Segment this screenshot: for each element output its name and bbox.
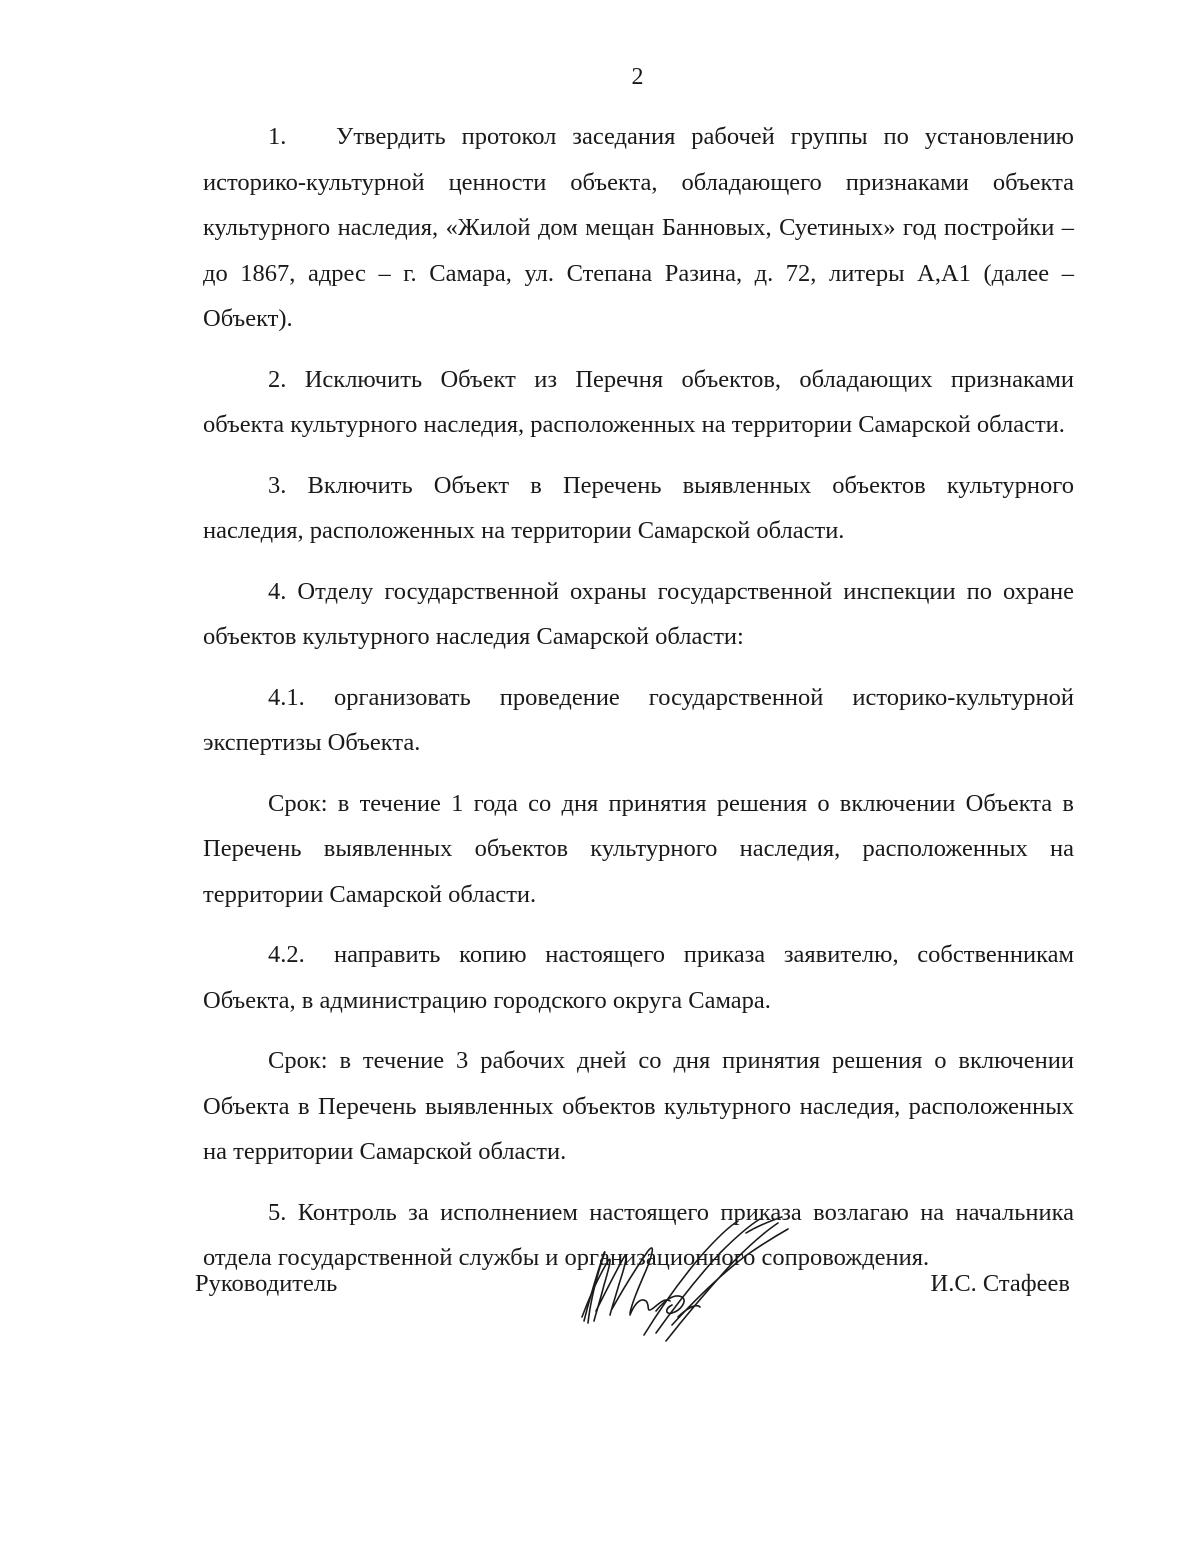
paragraph-text: направить копию настоящего приказа заявителю, собственникам Объекта, в администрацию городского округа Самара. [203,941,1074,1014]
paragraph-4-2 [203,932,1074,1023]
paragraph-2: 2. Исключить Объект из Перечня объектов, обладающих признаками объекта культурного наследия, расположенных на территории Самарской области. [203,365,1074,438]
paragraph-4-1 [203,675,1074,766]
paragraph-3: 3. Включить Объект в Перечень выявленных объектов культурного наследия, расположенных на территории Самарской области. [203,471,1074,544]
paragraph-4: 4. Отделу государственной охраны государственной инспекции по охране объектов культурного наследия Самарской области: [203,577,1074,650]
signatory-position: Руководитель [195,1270,338,1297]
signatory-name: И.С. Стафеев [930,1270,1070,1297]
paragraph-deadline-2: Срок: в течение 3 рабочих дней со дня принятия решения о включении Объекта в Перечень выявленных объектов культурного наследия, расположенных на территории Самарской области. [203,1047,1074,1165]
paragraph-5: 5. Контроль за исполнением настоящего приказа возлагаю на начальника отдела государственной службы и организационного сопровождения. [203,1198,1074,1271]
paragraph-text: Утвердить протокол заседания рабочей группы по установлению историко-культурной ценности объекта, обладающего признаками объекта культурного наследия, «Жилой дом мещан Банновых, Суетиных» год постройки – до 1867, адрес – г. Самара, ул. Степана Разина, д. 72, литеры А,А1 (далее – Объект). [203,123,1074,332]
paragraph-number: 1. [268,123,287,150]
paragraph-text: организовать проведение государственной историко-культурной экспертизы Объекта. [203,683,1074,756]
page-number: 2 [631,64,644,90]
handwritten-signature [560,1205,800,1345]
paragraph-number: 4.1. [268,683,305,711]
document-body [203,114,1074,1296]
paragraph-1 [203,114,1074,342]
paragraph-deadline-1: Срок: в течение 1 года со дня принятия решения о включении Объекта в Перечень выявленных объектов культурного наследия, расположенных на территории Самарской области. [203,789,1074,908]
paragraph-number: 4.2. [268,941,305,968]
